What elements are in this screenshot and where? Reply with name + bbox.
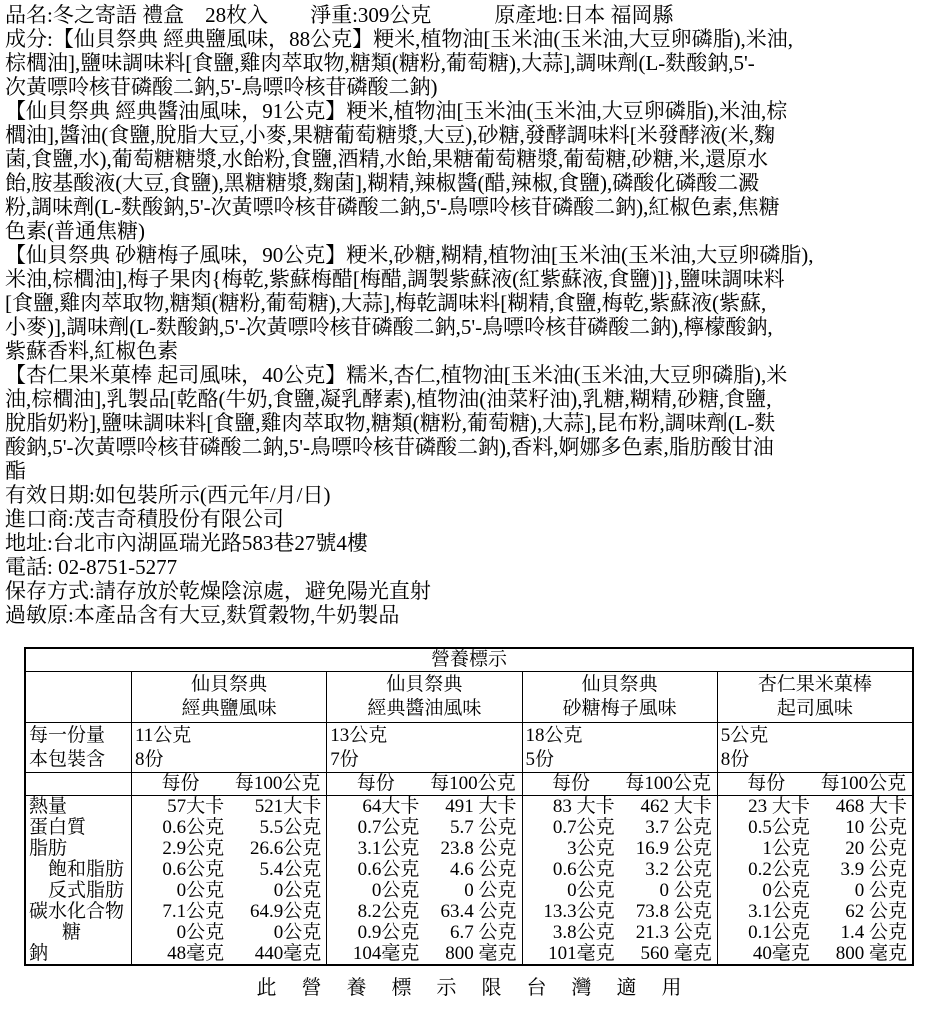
value-per-100g: 800 毫克 (445, 943, 517, 964)
nutrient-value-cell (523, 796, 718, 817)
nutrient-label: 反式脂肪 (26, 880, 132, 901)
nutrient-value-cell (132, 859, 327, 880)
per-100g-label: 每100公克 (625, 773, 711, 794)
per-header-row (26, 773, 912, 796)
value-per-serving: 104毫克 (352, 943, 420, 964)
value-per-100g: 0 公克 (854, 880, 907, 901)
per-100g-label: 每100公克 (820, 773, 907, 794)
corner-cell (26, 672, 132, 722)
value-per-serving: 3.8公克 (552, 922, 615, 943)
nutrient-row (26, 880, 912, 901)
value-per-serving: 0.6公克 (162, 859, 225, 880)
nutrient-value-cell (718, 922, 912, 943)
serving-value-cell (523, 723, 718, 772)
info-line: 櫚油],醬油(食鹽,脫脂大豆,小麥,果糖葡萄糖漿,大豆),砂糖,發酵調味料[米發酵液(米,麴 (5, 123, 775, 147)
nutrient-value-cell (718, 880, 912, 901)
info-line: 酸鈉,5'-次黃嘌呤核苷磷酸二鈉,5'-鳥嘌呤核苷磷酸二鈉),香料,婀娜多色素,脂肪酸甘油 (5, 435, 774, 459)
info-line: 油,棕櫚油],乳製品[乾酪(牛奶,食鹽,凝乳酵素),植物油(油菜籽油),乳糖,糊精,砂糖,食鹽, (5, 387, 772, 411)
serving-value-cell (327, 723, 522, 772)
flavor-name-line: 經典鹽風味 (181, 698, 277, 719)
per-100g-label: 每100公克 (430, 773, 516, 794)
info-line: 【仙貝祭典 砂糖梅子風味，90公克】粳米,砂糖,糊精,植物油[玉米油(玉米油,大豆卵磷脂), (5, 243, 814, 267)
serving-value-line: 8份 (135, 749, 164, 770)
nutrient-value-cell (327, 943, 522, 964)
value-per-100g: 16.9 公克 (635, 838, 712, 859)
value-per-100g: 26.6公克 (249, 838, 322, 859)
info-line: 地址:台北市內湖區瑞光路583巷27號4樓 (5, 531, 368, 555)
nutrient-value-cell (132, 901, 327, 922)
nutrient-value-cell (718, 943, 912, 964)
value-per-100g: 3.2 公克 (645, 859, 712, 880)
info-line: 酯 (5, 459, 26, 483)
value-per-serving: 64大卡 (362, 796, 420, 817)
value-per-100g: 0 公克 (464, 880, 517, 901)
serving-label-cell (26, 723, 132, 772)
flavor-name-line: 經典醬油風味 (367, 698, 482, 719)
serving-row (26, 723, 912, 773)
serving-value-line: 18公克 (525, 725, 583, 746)
info-line: 進口商:茂吉奇積股份有限公司 (5, 507, 284, 531)
value-per-100g: 63.4 公克 (440, 901, 517, 922)
info-line: 棕櫚油],鹽味調味料[食鹽,雞肉萃取物,糖類(糖粉,葡萄糖),大蒜],調味劑(L-麩酸鈉,5'- (5, 51, 755, 75)
nutrient-value-cell (718, 796, 912, 817)
serving-value-line: 5份 (525, 749, 555, 770)
info-line: 飴,胺基酸液(大豆,食鹽),黑糖糖漿,麴菌],糊精,辣椒醬(醋,辣椒,食鹽),磷酸化磷酸二澱 (5, 171, 760, 195)
nutrient-row (26, 859, 912, 880)
value-per-serving: 0.6公克 (162, 817, 225, 838)
per-header-cell (327, 773, 522, 795)
info-line: 色素(普通焦糖) (5, 219, 145, 243)
info-line: 次黃嘌呤核苷磷酸二鈉,5'-鳥嘌呤核苷磷酸二鈉) (5, 75, 438, 99)
flavor-name-line: 杏仁果米菓棒 (757, 674, 872, 695)
flavor-name-line: 起司風味 (776, 698, 853, 719)
value-per-serving: 0公克 (762, 880, 810, 901)
serving-value-line: 5公克 (720, 725, 769, 746)
value-per-100g: 64.9公克 (249, 901, 322, 922)
nutrient-value-cell (718, 817, 912, 838)
nutrient-value-cell (327, 817, 522, 838)
per-header-cell (718, 773, 912, 795)
value-per-serving: 0.7公克 (552, 817, 615, 838)
serving-value-line: 7份 (330, 749, 359, 770)
nutrient-value-cell (718, 859, 912, 880)
value-per-serving: 0.6公克 (552, 859, 615, 880)
info-line: 有效日期:如包裝所示(西元年/月/日) (5, 483, 331, 507)
serving-value-line: 8份 (720, 749, 750, 770)
nutrient-value-cell (327, 859, 522, 880)
value-per-100g: 5.5公克 (259, 817, 322, 838)
nutrient-row (26, 901, 912, 922)
nutrient-label: 碳水化合物 (26, 901, 132, 922)
serving-value-cell (132, 723, 327, 772)
info-line: 【仙貝祭典 經典醬油風味，91公克】粳米,植物油[玉米油(玉米油,大豆卵磷脂),米油,棕 (5, 99, 788, 123)
nutrient-label: 脂肪 (26, 838, 132, 859)
value-per-serving: 0公克 (371, 880, 420, 901)
value-per-100g: 491 大卡 (445, 796, 517, 817)
nutrient-value-cell (718, 838, 912, 859)
value-per-serving: 0公克 (176, 922, 225, 943)
value-per-100g: 3.9 公克 (840, 859, 907, 880)
value-per-100g: 800 毫克 (835, 943, 907, 964)
info-line: 過敏原:本產品含有大豆,麩質穀物,牛奶製品 (5, 603, 400, 627)
value-per-serving: 48毫克 (167, 943, 225, 964)
value-per-100g: 5.7 公克 (449, 817, 517, 838)
nutrient-value-cell (132, 922, 327, 943)
value-per-100g: 0公克 (273, 880, 322, 901)
nutrient-label: 鈉 (26, 943, 132, 964)
value-per-100g: 560 毫克 (640, 943, 712, 964)
value-per-serving: 83 大卡 (552, 796, 615, 817)
value-per-serving: 3公克 (567, 838, 615, 859)
nutrient-row (26, 838, 912, 859)
serving-value-cell (718, 723, 912, 772)
value-per-100g: 73.8 公克 (635, 901, 712, 922)
flavor-header-cell (718, 672, 912, 722)
value-per-serving: 23 大卡 (748, 796, 810, 817)
nutrient-label: 蛋白質 (26, 817, 132, 838)
nutrient-row (26, 922, 912, 943)
flavor-header-cell (132, 672, 327, 722)
value-per-100g: 10 公克 (845, 817, 907, 838)
nutrient-value-cell (132, 880, 327, 901)
serving-label-line: 每一份量 (29, 725, 106, 746)
nutrient-value-cell (327, 922, 522, 943)
value-per-100g: 440毫克 (254, 943, 322, 964)
nutrient-value-cell (132, 943, 327, 964)
nutrient-value-cell (523, 838, 718, 859)
value-per-serving: 1公克 (762, 838, 810, 859)
flavor-name-line: 砂糖梅子風味 (562, 698, 677, 719)
serving-value-line: 13公克 (330, 725, 388, 746)
nutrient-value-cell (523, 922, 718, 943)
nutrient-value-cell (523, 943, 718, 964)
value-per-100g: 521大卡 (254, 796, 322, 817)
flavor-name-line: 仙貝祭典 (581, 674, 658, 695)
value-per-serving: 3.1公克 (357, 838, 420, 859)
info-line: 【杏仁果米菓棒 起司風味，40公克】糯米,杏仁,植物油[玉米油(玉米油,大豆卵磷脂),米 (5, 363, 788, 387)
info-line: 粉,調味劑(L-麩酸鈉,5'-次黃嘌呤核苷磷酸二鈉,5'-鳥嘌呤核苷磷酸二鈉),紅椒色素,焦糖 (5, 195, 780, 219)
per-header-cell (523, 773, 718, 795)
value-per-serving: 0.5公克 (748, 817, 810, 838)
value-per-serving: 2.9公克 (162, 838, 225, 859)
nutrient-value-cell (132, 817, 327, 838)
value-per-serving: 101毫克 (548, 943, 615, 964)
nutrient-label: 飽和脂肪 (26, 859, 132, 880)
value-per-serving: 0.2公克 (748, 859, 810, 880)
value-per-100g: 462 大卡 (640, 796, 712, 817)
nutrient-value-cell (523, 859, 718, 880)
flavor-name-line: 仙貝祭典 (191, 674, 268, 695)
nutrition-table (24, 647, 914, 966)
info-line: 品名:冬之寄語 禮盒 28枚入 淨重:309公克 原產地:日本 福岡縣 (5, 3, 674, 27)
per-serving-label: 每份 (356, 773, 395, 794)
nutrient-value-cell (523, 880, 718, 901)
nutrient-row (26, 943, 912, 964)
value-per-100g: 0 公克 (659, 880, 712, 901)
info-line: 成分:【仙貝祭典 經典鹽風味，88公克】粳米,植物油[玉米油(玉米油,大豆卵磷脂),米油, (5, 27, 794, 51)
value-per-serving: 13.3公克 (543, 901, 615, 922)
per-serving-label: 每份 (161, 773, 200, 794)
per-serving-label: 每份 (747, 773, 786, 794)
value-per-100g: 23.8 公克 (440, 838, 517, 859)
nutrient-value-cell (132, 796, 327, 817)
value-per-100g: 5.4公克 (259, 859, 322, 880)
serving-label-line: 本包裝含 (29, 749, 106, 770)
value-per-100g: 1.4 公克 (840, 922, 907, 943)
nutrient-value-cell (327, 880, 522, 901)
info-line: 電話: 02-8751-5277 (5, 555, 178, 579)
value-per-serving: 0公克 (176, 880, 225, 901)
empty-cell (26, 773, 132, 795)
info-line: [食鹽,雞肉萃取物,糖類(糖粉,葡萄糖),大蒜],梅乾調味料[糊精,食鹽,梅乾,紫蘇液(紫蘇, (5, 291, 767, 315)
value-per-100g: 21.3 公克 (635, 922, 712, 943)
value-per-serving: 0.7公克 (357, 817, 420, 838)
value-per-serving: 0.1公克 (748, 922, 810, 943)
nutrient-label: 糖 (26, 922, 132, 943)
nutrition-table-title: 營養標示 (26, 649, 912, 672)
info-line: 菌,食鹽,水),葡萄糖糖漿,水飴粉,食鹽,酒精,水飴,果糖葡萄糖漿,葡萄糖,砂糖,米,還原水 (5, 147, 768, 171)
nutrient-label: 熱量 (26, 796, 132, 817)
value-per-serving: 40毫克 (752, 943, 810, 964)
per-header-cell (132, 773, 327, 795)
info-line: 小麥)],調味劑(L-麩酸鈉,5'-次黃嘌呤核苷磷酸二鈉,5'-鳥嘌呤核苷磷酸二鈉),檸檬酸鈉, (5, 315, 773, 339)
info-line: 米油,棕櫚油],梅子果肉{梅乾,紫蘇梅醋[梅醋,調製紫蘇液(紅紫蘇液,食鹽)]},鹽味調味料 (5, 267, 785, 291)
flavor-header-row (26, 672, 912, 723)
value-per-100g: 468 大卡 (835, 796, 907, 817)
nutrient-value-cell (718, 901, 912, 922)
value-per-100g: 62 公克 (845, 901, 907, 922)
value-per-serving: 0公克 (567, 880, 615, 901)
value-per-serving: 57大卡 (167, 796, 225, 817)
nutrient-value-cell (327, 838, 522, 859)
value-per-100g: 4.6 公克 (449, 859, 517, 880)
nutrient-row (26, 817, 912, 838)
flavor-header-cell (523, 672, 718, 722)
value-per-serving: 8.2公克 (357, 901, 420, 922)
serving-value-line: 11公克 (135, 725, 192, 746)
flavor-name-line: 仙貝祭典 (386, 674, 463, 695)
value-per-serving: 3.1公克 (748, 901, 810, 922)
nutrient-value-cell (327, 901, 522, 922)
info-line: 脫脂奶粉],鹽味調味料[食鹽,雞肉萃取物,糖類(糖粉,葡萄糖),大蒜],昆布粉,調味劑(L-麩 (5, 411, 776, 435)
flavor-header-cell (327, 672, 522, 722)
per-serving-label: 每份 (552, 773, 591, 794)
value-per-100g: 0公克 (273, 922, 322, 943)
per-100g-label: 每100公克 (234, 773, 321, 794)
nutrition-footer: 此營養標示限台灣適用 (256, 977, 707, 999)
value-per-100g: 20 公克 (845, 838, 907, 859)
value-per-100g: 6.7 公克 (449, 922, 517, 943)
nutrient-value-cell (327, 796, 522, 817)
info-line: 保存方式:請存放於乾燥陰涼處，避免陽光直射 (5, 579, 431, 603)
nutrient-value-cell (132, 838, 327, 859)
nutrient-row (26, 796, 912, 817)
value-per-serving: 7.1公克 (162, 901, 225, 922)
nutrient-value-cell (523, 901, 718, 922)
value-per-100g: 3.7 公克 (645, 817, 712, 838)
value-per-serving: 0.6公克 (357, 859, 420, 880)
nutrient-value-cell (523, 817, 718, 838)
info-line: 紫蘇香料,紅椒色素 (5, 339, 179, 363)
value-per-serving: 0.9公克 (357, 922, 420, 943)
